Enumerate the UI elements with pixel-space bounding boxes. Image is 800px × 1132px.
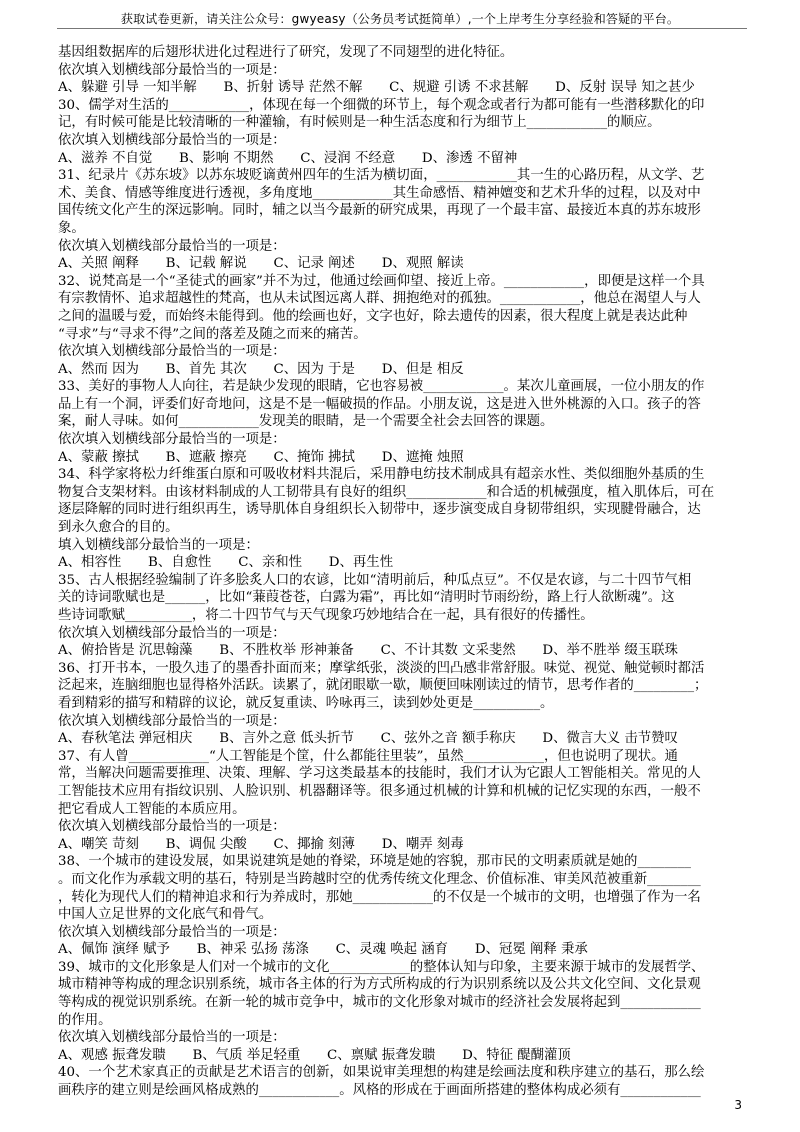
text-line: 常，当解决问题需要推理、决策、理解、学习这类最基本的技能时，我们才认为它跟人工智能相关。常见的人 [58,766,701,782]
text-line: 等构成的视觉识别系统。在新一轮的城市竞争中，城市的文化形象对城市的经济社会发展将起到____________ [58,995,701,1011]
text-line: 案，耐人寻味。如何____________发现美的眼睛，是一个需要全社会去回答的课题。 [58,414,554,430]
text-line: 依次填入划横线部分最恰当的一项是： [58,625,286,641]
text-line: 依次填入划横线部分最恰当的一项是： [58,132,286,148]
text-line: 35、古人根据经验编制了许多脍炙人口的农谚，比如“清明前后，种瓜点豆”。不仅是农谚，与二十四节气相 [58,572,692,588]
text-line: “寻求”与“寻求不得”之间的落差及随之而来的痛苦。 [58,326,367,342]
text-line: 基因组数据库的后翅形状进化过程进行了研究，发现了不同翅型的进化特征。 [58,45,514,60]
text-line: 国传统文化产生的深远影响。同时，辅之以当今最新的研究成果，再现了一个最丰富、最接近本真的苏东坡形 [58,203,701,219]
text-line: 36、打开书本，一股久违了的墨香扑面而来；摩挲纸张，淡淡的凹凸感非常舒服。味觉、视觉、触觉顿时都活 [58,660,705,676]
text-line: A、观感 振聋发聩 B、气质 举足轻重 C、禀赋 振聋发聩 D、特征 醍醐灌顶 [58,1047,571,1063]
text-line: 城市精神等构成的理念识别系统，城市各主体的行为方式所构成的行为识别系统以及公共文化空间、文化景观 [58,977,701,993]
text-line: 工智能技术应用有指纹识别、人脸识别、机器翻译等。很多通过机械的计算和机械的记忆实现的东西，一般不 [58,783,701,799]
text-line: 的作用。 [58,1012,112,1028]
text-line: 依次填入划横线部分最恰当的一项是： [58,432,286,448]
text-line: 泛起来，连脑细胞也显得格外活跃。读累了，就闭眼歇一歇，顺便回味刚读过的情节，思考作者的_________； [58,678,708,694]
text-line: A、春秋笔法 弹冠相庆 B、言外之意 低头折节 C、弦外之音 额手称庆 D、微言大义 击节赞叹 [58,731,678,747]
text-line: 依次填入划横线部分最恰当的一项是： [58,924,286,940]
document-body [58,44,746,1100]
text-line: A、然而 因为 B、首先 其次 C、因为 于是 D、但是 相反 [58,361,464,377]
text-line: 关的诗词歌赋也是______，比如“蒹葭苍苍，白露为霜”，再比如“清明时节雨纷纷，路上行人欲断魂”。这 [58,590,675,606]
text-line: 些诗词歌赋__________，将二十四节气与天气现象巧妙地结合在一起，具有很好的传播性。 [58,608,594,623]
text-line: 依次填入划横线部分最恰当的一项是： [58,344,286,360]
text-line: 依次填入划横线部分最恰当的一项是： [58,713,286,729]
page-number: 3 [734,1098,742,1112]
text-line: A、佩饰 演绎 赋予 B、神采 弘扬 荡涤 C、灵魂 唤起 涵育 D、冠冕 阐释 秉承 [58,942,588,958]
text-line: 32、说梵高是一个“圣徒式的画家”并不为过，他通过绘画仰望、接近上帝。____________，即便是这样一个具 [58,273,705,289]
text-line: A、蒙蔽 擦拭 B、遮蔽 擦亮 C、掩饰 拂拭 D、遮掩 烛照 [58,449,464,465]
text-line: 逐层降解的同时进行组织再生，诱导肌体自身组织长入韧带中，逐步演变成自身韧带组织，实现腱骨融合，达 [58,502,701,518]
text-line: 象。 [58,220,85,236]
text-line: 30、儒学对生活的____________，体现在每一个细微的环节上，每个观念或者行为都可能有一些潜移默化的印 [58,97,705,113]
text-line: 31、纪录片《苏东坡》以苏东坡贬谪黄州四年的生活为横切面，____________其一生的心路历程，从文学、艺 [58,168,705,184]
text-line: 38、一个城市的建设发展，如果说建筑是她的脊梁，环境是她的容貌，那市民的文明素质就是她的________ [58,854,692,870]
text-line: A、俯拾皆是 沉思翰藻 B、不胜枚举 形神兼备 C、不计其数 文采斐然 D、举不胜举 缀玉联珠 [58,643,678,659]
text-line: 术、美食、情感等维度进行透视，多角度地____________其生命感悟、精神嬗变和艺术升华的过程，以及对中 [58,185,701,201]
text-line: 40、一个艺术家真正的贡献是艺术语言的创新，如果说审美理想的构建是绘画法度和秩序建立的基石，那么绘 [58,1065,705,1081]
header-rule [57,28,747,29]
text-line: 物复合支架材料。由该材料制成的人工韧带具有良好的组织____________和合适的机械强度，植入肌体后，可在 [58,484,715,500]
text-line: 依次填入划横线部分最恰当的一项是： [58,62,286,78]
text-line: 把它看成人工智能的本质应用。 [58,801,246,817]
text-line: 记，有时候可能是比较清晰的一种灌输，有时候则是一种生活态度和行为细节上____________的顺应。 [58,115,661,131]
text-line: 34、科学家将松力纤维蛋白原和可吸收材料共混后，采用静电纺技术制成具有超亲水性、类似细胞外基质的生 [58,467,705,483]
page-header: 获取试卷更新，请关注公众号：gwyeasy（公务员考试挺简单）,一个上岸考生分享经验和答疑的平台。 [120,12,680,26]
text-line: 品上有一个洞，评委们好奇地问，这是不是一幅破损的作品。小朋友说，这是进入世外桃源的入口。孩子的答 [58,396,701,412]
text-line: 依次填入划横线部分最恰当的一项是： [58,819,286,835]
text-line: 依次填入划横线部分最恰当的一项是： [58,1030,286,1046]
text-line: 到永久愈合的目的。 [58,520,179,536]
text-line: 39、城市的文化形象是人们对一个城市的文化____________的整体认知与印象，主要来源于城市的发展哲学、 [58,959,705,975]
text-line: 依次填入划横线部分最恰当的一项是： [58,238,286,254]
text-line: 画秩序的建立则是绘画风格成熟的____________。风格的形成在于画面所搭建的整体构成必须有____________ [58,1083,701,1099]
text-line: 看到精彩的描写和精辟的议论，就反复重读、吟咏再三，读到妙处更是__________。 [58,695,554,711]
text-line: A、关照 阐释 B、记载 解说 C、记录 阐述 D、观照 解读 [58,256,464,272]
text-line: A、滋养 不自觉 B、影响 不期然 C、浸润 不经意 D、渗透 不留神 [58,150,518,166]
text-line: A、躲避 引导 一知半解 B、折射 诱导 茫然不解 C、规避 引诱 不求甚解 D、反射 误导 知之甚少 [58,80,695,96]
text-line: 。而文化作为承载文明的基石，特别是当跨越时空的优秀传统文化理念、价值标准、审美风范被重新________ [58,871,701,887]
text-line: 填入划横线部分最恰当的一项是： [58,537,259,553]
text-line: 37、有人曾____________“人工智能是个筐，什么都能往里装”，虽然____________，但也说明了现状。通 [58,748,678,764]
text-line: 之间的温暖与爱，而始终未能得到。他的绘画也好，文字也好，除去遗传的因素，很大程度上就是表达此种 [58,308,688,324]
text-line: A、嘲笑 苛刻 B、调侃 尖酸 C、揶揄 刻薄 D、嘲弄 刻毒 [58,836,464,852]
text-line: 33、美好的事物人人向往，若是缺少发现的眼睛，它也容易被____________。某次儿童画展，一位小朋友的作 [58,379,705,395]
text-line: 中国人立足世界的文化底气和骨气。 [58,907,273,923]
text-line: ，转化为现代人们的精神追求和行为养成时，那她____________的不仅是一个城市的文明，也增强了作为一名 [58,889,701,905]
text-line: A、相容性 B、自愈性 C、亲和性 D、再生性 [58,555,394,571]
text-line: 有宗教情怀、追求超越性的梵高，也从未试图远离人群、拥抱绝对的孤独。____________，他总在渴望人与人 [58,291,701,307]
